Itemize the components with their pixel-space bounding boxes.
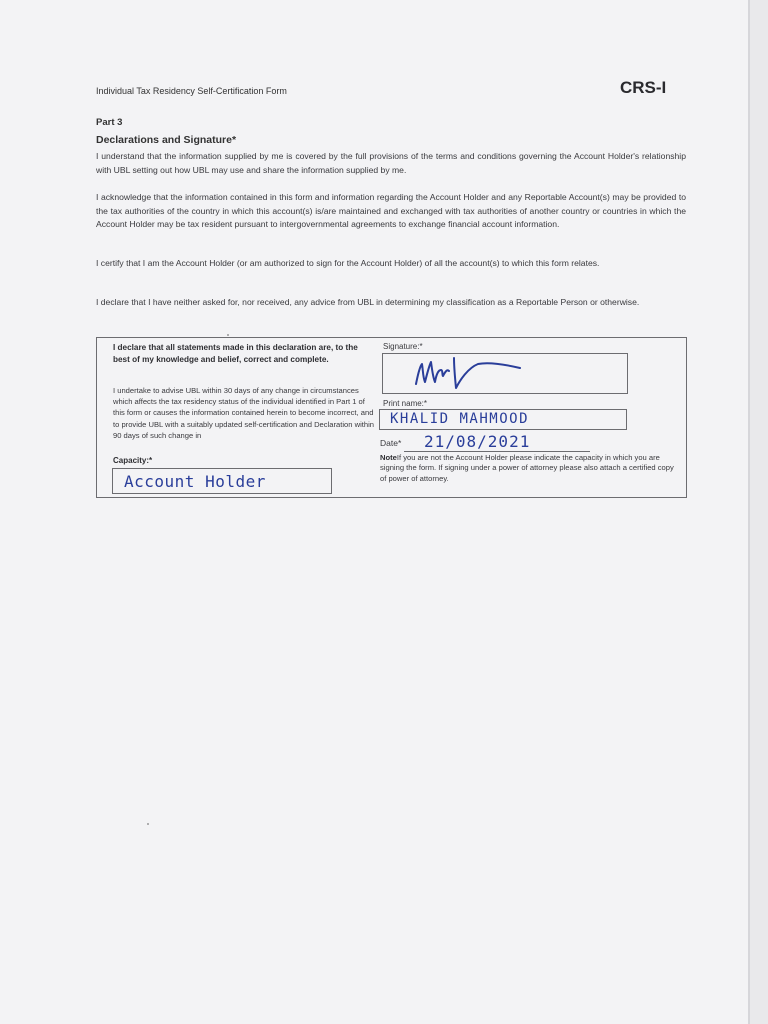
handwritten-signature — [408, 354, 528, 392]
capacity-value: Account Holder — [124, 472, 266, 491]
undertaking-text: I undertake to advise UBL within 30 days of any change in circumstances which affects the tax residency status of the individual identified in Part 1 of this form or causes the information contained herein to become incorrect, and to provide UBL with a suitably updated self-certification and Declaration within 90 days of such change in — [113, 386, 374, 440]
paper-speck — [147, 823, 149, 825]
part-number: Part 3 — [96, 117, 123, 128]
paragraph-acknowledge: I acknowledge that the information contained in this form and information regarding the Account Holder and any Reportable Account(s) may be provided to the tax authorities of the country in which this account(s) is/are maintained and exchanged with tax authorities of another country or countries in which the Account Holder may be tax resident pursuant to intergovernmental agreements to exchange financial account information. — [96, 192, 686, 229]
signature-label: Signature:* — [383, 342, 423, 351]
capacity-label: Capacity:* — [113, 456, 153, 465]
declaration-statement: I declare that all statements made in this declaration are, to the best of my knowledge and belief, correct and complete. — [113, 343, 358, 364]
capacity-note — [380, 453, 676, 484]
date-field[interactable] — [404, 451, 590, 452]
note-text: If you are not the Account Holder please indicate the capacity in which you are signing the form. If signing under a power of attorney please also attach a certified copy of power of attorney. — [380, 453, 674, 483]
form-title: Individual Tax Residency Self-Certification Form — [96, 86, 287, 96]
section-title: Declarations and Signature* — [96, 134, 237, 146]
paragraph-no-advice: I declare that I have neither asked for, nor received, any advice from UBL in determining my classification as a Reportable Person or otherwise. — [96, 297, 640, 307]
paper-speck — [227, 334, 229, 336]
note-label: Note — [380, 453, 397, 462]
date-value: 21/08/2021 — [424, 432, 531, 451]
form-code: CRS-I — [620, 78, 667, 97]
date-label: Date* — [380, 438, 402, 448]
print-name-value: KHALID MAHMOOD — [390, 411, 530, 427]
paragraph-terms: I understand that the information supplied by me is covered by the full provisions of the terms and conditions governing the Account Holder's relationship with UBL setting out how UBL may use and share the information supplied by me. — [96, 151, 686, 175]
print-name-label: Print name:* — [383, 399, 428, 408]
paragraph-certify: I certify that I am the Account Holder (or am authorized to sign for the Account Holder) of all the account(s) to which this form relates. — [96, 258, 600, 268]
